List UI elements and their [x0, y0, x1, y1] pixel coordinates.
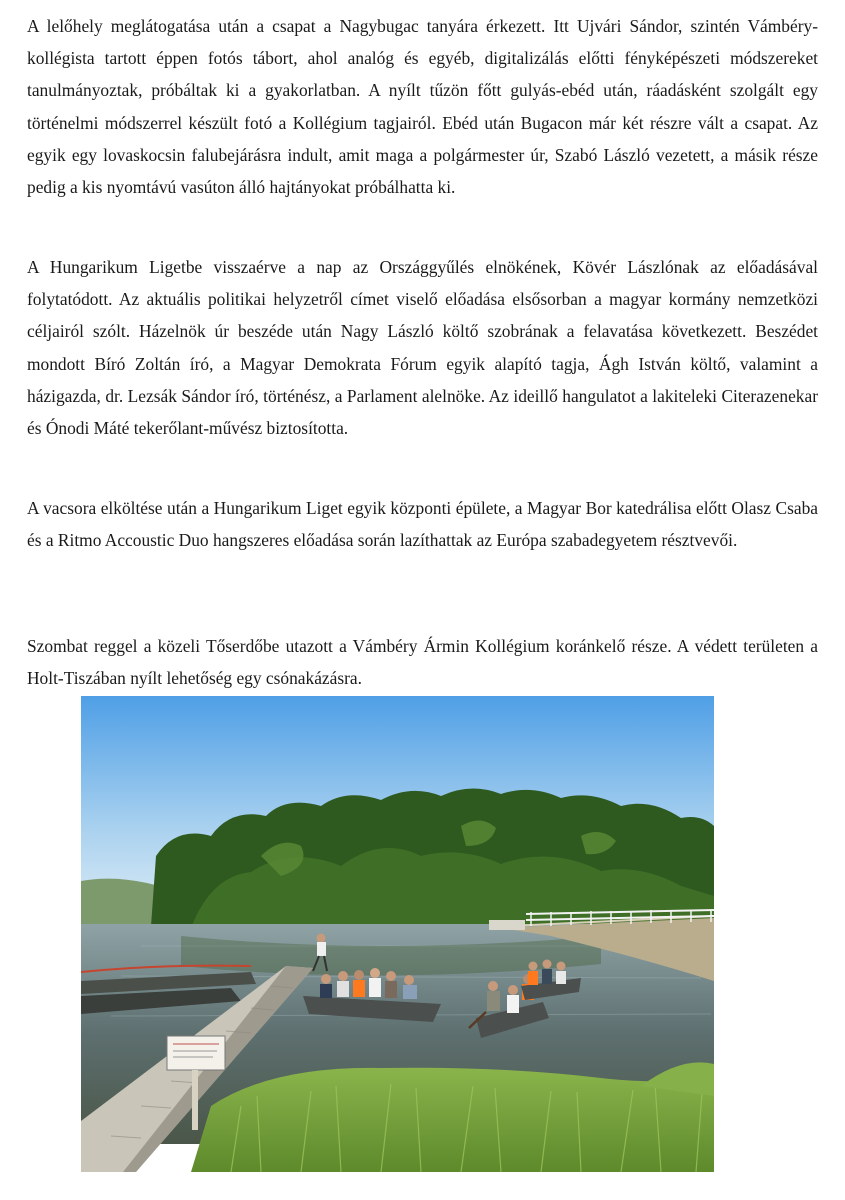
people-boat-back: [528, 960, 566, 986]
paragraph-toserdo-boating: Szombat reggel a közeli Tőserdőbe utazott a Vámbéry Ármin Kollégium koránkelő része. A védett területen a Holt-Tiszában nyílt lehetőség egy csónakázásra.: [27, 636, 818, 689]
information-sign: [167, 1036, 225, 1070]
photo-boating-holt-tisza: [81, 696, 714, 1172]
paragraph-nagybugac: A lelőhely meglátogatása után a csapat a Nagybugac tanyára érkezett. Itt Ujvári Sándor, szintén Vámbéry-kollégista tartott éppen fotós tábort, ahol analóg és egyéb, digitalizálás előtti fényképészeti módszereket tanulmányoztak, próbáltak ki a gyakorlatban. A nyílt tűzön főtt gulyás-ebéd után, ráadásként szolgált egy történelmi módszerrel készült fotó a Kollégium tagjairól. Ebéd után Bugacon már két részre vált a csapat. Az egyik egy lovaskocsin falubejárásra indult, amit maga a polgármester úr, Szabó László vezetett, a másik része pedig a kis nyomtávú vasúton álló hajtányokat próbálhatta ki.: [27, 16, 818, 198]
grass-foreground: [191, 1068, 714, 1172]
paragraph-hungarikum-liget: A Hungarikum Ligetbe visszaérve a nap az Országgyűlés elnökének, Kövér Lászlónak az előadásával folytatódott. Az aktuális politikai helyzetről címet viselő előadása elsősorban a magyar kormány nemzetközi céljairól szólt. Házelnök úr beszéde után Nagy László költő szobrának a felavatása következett. Beszédet mondott Bíró Zoltán író, a Magyar Demokrata Fórum egyik alapító tagja, Ágh István költő, valamint a házigazda, dr. Lezsák Sándor író, történész, a Parlament alelnöke. Az ideillő hangulatot a lakiteleki Citerazenekar és Ónodi Máté tekerőlant-művész biztosította.: [27, 257, 818, 439]
paragraph-dinner-concert: A vacsora elköltése után a Hungarikum Liget egyik központi épülete, a Magyar Bor katedrálisa előtt Olasz Csaba és a Ritmo Accoustic Duo hangszeres előadása során lazíthattak az Európa szabadegyetem résztvevői.: [27, 498, 818, 551]
